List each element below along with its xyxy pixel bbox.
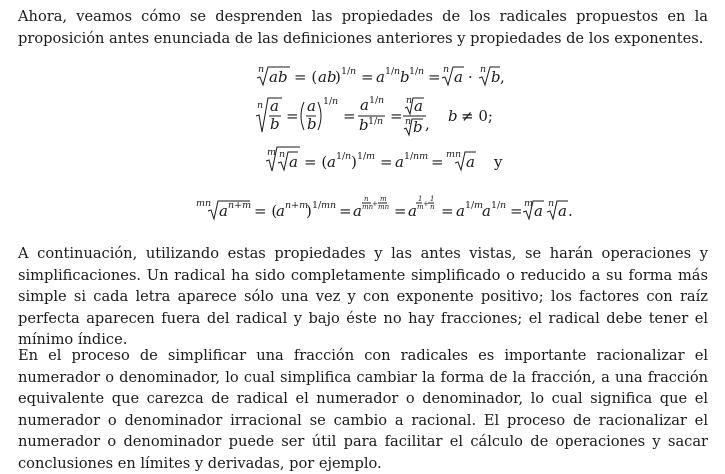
svg-text:n: n xyxy=(377,116,384,127)
svg-text:ab: ab xyxy=(318,68,337,86)
svg-text:n: n xyxy=(345,151,352,162)
rationalize-paragraph: En el proceso de simplificar una fracción con radicales es importante racionalizar el numerador o denominador, lo cual simplifica cambiar la forma de la fracción, a una fracción equivalente que carezca de radical el numerador o denominador, lo cual significa que el numerador o denominador irracional se cambio a racional. El proceso de racionalizar el numerador o denominador puede ser útil para facilitar el cálculo de operaciones y sacar conclusiones en límites y derivadas, por ejemplo. xyxy=(18,347,708,472)
svg-text:a: a xyxy=(414,97,423,115)
svg-text:.: . xyxy=(568,202,573,220)
intro-paragraph: Ahora, veamos cómo se desprenden las propiedades de los radicales propuestos en la proposición antes enunciada de las definiciones anteriores y propiedades de los exponentes. xyxy=(18,8,708,47)
svg-text:n+m: n+m xyxy=(228,200,252,211)
svg-text:1/: 1/ xyxy=(341,66,351,77)
svg-text:= (: = ( xyxy=(294,68,318,86)
svg-text:n: n xyxy=(405,116,412,127)
svg-text:,: , xyxy=(500,68,505,86)
svg-text:mn: mn xyxy=(321,200,337,211)
svg-text:mn: mn xyxy=(362,203,374,211)
equation-index-rule xyxy=(0,193,725,233)
svg-text:m: m xyxy=(366,151,376,162)
svg-text:mn: mn xyxy=(378,203,390,211)
svg-text:nm: nm xyxy=(413,151,429,162)
equation-nested-root-rule xyxy=(0,144,725,184)
svg-text:=: = xyxy=(441,202,454,220)
svg-text:1/: 1/ xyxy=(409,66,419,77)
svg-text:): ) xyxy=(335,68,341,86)
svg-text:=: = xyxy=(380,153,393,171)
svg-text:n+m: n+m xyxy=(285,200,309,211)
svg-text:=: = xyxy=(343,107,356,125)
svg-text:b: b xyxy=(413,118,423,136)
svg-text:·: · xyxy=(468,68,473,86)
svg-text:≠ 0;: ≠ 0; xyxy=(461,107,493,125)
svg-text:m: m xyxy=(267,147,277,158)
svg-text:a: a xyxy=(327,153,336,171)
svg-text:mn: mn xyxy=(196,198,212,209)
svg-text:a: a xyxy=(454,68,463,86)
svg-text:a: a xyxy=(219,202,228,220)
svg-text:n: n xyxy=(548,198,555,209)
svg-text:n: n xyxy=(364,195,369,203)
svg-text:1/: 1/ xyxy=(336,151,346,162)
svg-text:a: a xyxy=(408,202,417,220)
svg-text:m: m xyxy=(474,200,484,211)
svg-text:n: n xyxy=(480,64,487,75)
svg-text:m: m xyxy=(380,195,387,203)
svg-text:b: b xyxy=(400,68,410,86)
svg-text:): ) xyxy=(351,153,357,171)
svg-text:=: = xyxy=(394,202,407,220)
svg-text:a: a xyxy=(456,202,465,220)
svg-text:= (: = ( xyxy=(304,153,328,171)
svg-text:n: n xyxy=(500,200,507,211)
svg-text:=: = xyxy=(428,68,441,86)
equation-quotient-rule-svg xyxy=(0,94,725,142)
svg-text:1/: 1/ xyxy=(404,151,414,162)
svg-text:n: n xyxy=(258,64,265,75)
svg-text:1/: 1/ xyxy=(491,200,501,211)
svg-text:a: a xyxy=(395,153,404,171)
svg-text:): ) xyxy=(306,202,312,220)
svg-text:a: a xyxy=(276,202,285,220)
svg-text:n: n xyxy=(350,66,357,77)
svg-text:1/: 1/ xyxy=(369,95,379,106)
svg-text:1/: 1/ xyxy=(323,96,333,107)
svg-text:n: n xyxy=(418,66,425,77)
svg-text:b: b xyxy=(359,116,369,134)
svg-text:= (: = ( xyxy=(254,202,278,220)
svg-text:=: = xyxy=(339,202,352,220)
svg-text:b: b xyxy=(491,68,501,86)
svg-text:n: n xyxy=(394,66,401,77)
svg-text:y: y xyxy=(494,153,503,171)
svg-text:=: = xyxy=(286,107,299,125)
svg-text:a: a xyxy=(376,68,385,86)
continuation-paragraph: A continuación, utilizando estas propiedades y las antes vistas, se harán operaciones y simplificaciones. Un radical ha sido completamente simplificado o reducido a su forma más simple si cada letra aparece sólo una vez y con exponente positivo; los factores con raíz perfecta aparecen fuera del radical y bajo éste no hay fracciones; el radical debe tener el mínimo índice. xyxy=(18,245,708,348)
svg-text:mn: mn xyxy=(446,149,462,160)
svg-text:1/: 1/ xyxy=(385,66,395,77)
svg-text:a: a xyxy=(353,202,362,220)
svg-text:m: m xyxy=(524,198,534,209)
equation-quotient-rule xyxy=(0,94,725,134)
svg-text:+: + xyxy=(423,200,429,208)
svg-text:=: = xyxy=(510,202,523,220)
svg-text:1/: 1/ xyxy=(357,151,367,162)
svg-text:n: n xyxy=(406,95,413,106)
svg-text:1/: 1/ xyxy=(465,200,475,211)
svg-text:a: a xyxy=(307,97,316,115)
equation-nested-root-rule-svg xyxy=(0,144,725,184)
svg-text:a: a xyxy=(289,153,298,171)
svg-text:b: b xyxy=(307,115,317,133)
svg-text:b: b xyxy=(270,115,280,133)
svg-text:a: a xyxy=(466,153,475,171)
svg-text:b: b xyxy=(448,107,458,125)
svg-text:a: a xyxy=(534,202,543,220)
equation-index-rule-svg xyxy=(0,193,725,233)
svg-text:=: = xyxy=(431,153,444,171)
svg-text:m: m xyxy=(417,203,424,211)
svg-text:a: a xyxy=(360,96,369,114)
svg-text:ab: ab xyxy=(269,68,288,86)
svg-text:n: n xyxy=(332,96,339,107)
svg-text:a: a xyxy=(558,202,567,220)
svg-text:n: n xyxy=(443,64,450,75)
svg-text:,: , xyxy=(425,115,430,133)
svg-text:n: n xyxy=(279,149,286,160)
svg-text:=: = xyxy=(361,68,374,86)
svg-text:n: n xyxy=(378,95,385,106)
svg-text:n: n xyxy=(430,203,435,211)
svg-text:a: a xyxy=(270,97,279,115)
svg-text:1: 1 xyxy=(430,195,435,203)
svg-text:1: 1 xyxy=(418,195,423,203)
svg-text:=: = xyxy=(390,107,403,125)
svg-text:n: n xyxy=(257,100,264,111)
svg-text:1/: 1/ xyxy=(368,116,378,127)
svg-text:1/: 1/ xyxy=(312,200,322,211)
svg-text:+: + xyxy=(372,200,378,208)
svg-text:a: a xyxy=(482,202,491,220)
